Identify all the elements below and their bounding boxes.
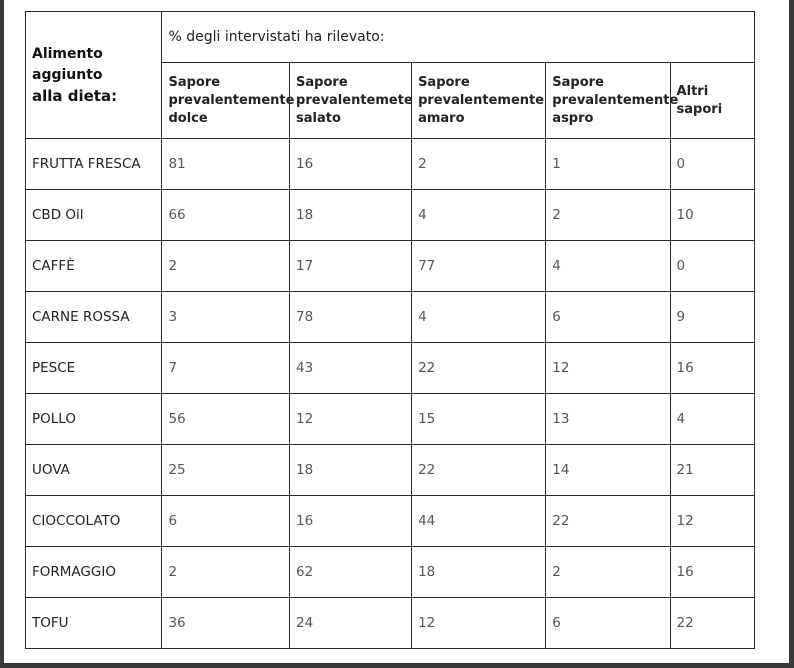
percentage-cell: 25 [162, 445, 290, 496]
column-header-line3: amaro [418, 110, 465, 126]
percentage-cell: 6 [546, 598, 670, 649]
taste-survey-table [25, 11, 755, 649]
percentage-cell: 16 [670, 343, 754, 394]
percentage-cell: 18 [290, 445, 412, 496]
food-name-cell: FRUTTA FRESCA [26, 139, 162, 190]
percentage-cell: 6 [162, 496, 290, 547]
percentage-cell: 36 [162, 598, 290, 649]
percentage-cell: 2 [412, 139, 546, 190]
percentage-cell: 18 [290, 190, 412, 241]
percentage-cell: 12 [670, 496, 754, 547]
percentage-caption: % degli intervistati ha rilevato: [162, 12, 755, 63]
percentage-cell: 43 [290, 343, 412, 394]
percentage-cell: 2 [162, 241, 290, 292]
percentage-cell: 13 [546, 394, 670, 445]
table-row [26, 190, 755, 241]
percentage-cell: 16 [670, 547, 754, 598]
percentage-cell: 78 [290, 292, 412, 343]
table-body [26, 139, 755, 649]
percentage-cell: 56 [162, 394, 290, 445]
percentage-cell: 0 [670, 139, 754, 190]
percentage-cell: 22 [412, 343, 546, 394]
column-header-line3: aspro [552, 110, 594, 126]
column-header-line2: prevalentemete [296, 92, 413, 108]
food-name-cell: CAFFÈ [26, 241, 162, 292]
table-row [26, 292, 755, 343]
food-header-line2: aggiunto [32, 66, 103, 83]
column-header-line2: sapori [676, 101, 723, 117]
percentage-cell: 2 [162, 547, 290, 598]
table-row [26, 598, 755, 649]
caption-row [26, 12, 755, 63]
column-header-line2: prevalentemente [552, 92, 679, 108]
table-row [26, 241, 755, 292]
food-header-line1: Alimento [32, 45, 103, 62]
percentage-cell: 2 [546, 547, 670, 598]
percentage-cell: 4 [412, 292, 546, 343]
column-header-line3: dolce [168, 110, 208, 126]
column-header-2 [290, 63, 412, 139]
percentage-cell: 12 [412, 598, 546, 649]
percentage-cell: 9 [670, 292, 754, 343]
percentage-cell: 18 [412, 547, 546, 598]
percentage-cell: 2 [546, 190, 670, 241]
percentage-cell: 81 [162, 139, 290, 190]
food-column-header [26, 12, 162, 139]
column-header-1 [162, 63, 295, 139]
column-header-line1: Sapore [168, 74, 221, 90]
column-header-line2: prevalentemente [418, 92, 545, 108]
percentage-cell: 4 [412, 190, 546, 241]
column-header-4 [546, 63, 679, 139]
food-name-cell: PESCE [26, 343, 162, 394]
window-edge-bottom [0, 663, 794, 668]
column-header-line1: Altri [676, 83, 709, 99]
percentage-cell: 24 [290, 598, 412, 649]
percentage-cell: 77 [412, 241, 546, 292]
percentage-cell: 17 [290, 241, 412, 292]
percentage-cell: 16 [290, 139, 412, 190]
table-row [26, 343, 755, 394]
column-header-line3: salato [296, 110, 341, 126]
percentage-cell: 21 [670, 445, 754, 496]
percentage-cell: 3 [162, 292, 290, 343]
food-name-cell: POLLO [26, 394, 162, 445]
window-edge-left [0, 0, 4, 668]
percentage-cell: 22 [412, 445, 546, 496]
food-name-cell: CBD Oil [26, 190, 162, 241]
table-row [26, 139, 755, 190]
percentage-cell: 22 [546, 496, 670, 547]
column-header-3 [412, 63, 546, 139]
percentage-cell: 44 [412, 496, 546, 547]
food-name-cell: CARNE ROSSA [26, 292, 162, 343]
table-row [26, 394, 755, 445]
table-row [26, 547, 755, 598]
food-name-cell: CIOCCOLATO [26, 496, 162, 547]
table-row [26, 445, 755, 496]
column-header-5 [670, 63, 754, 139]
percentage-cell: 7 [162, 343, 290, 394]
percentage-cell: 15 [412, 394, 546, 445]
percentage-cell: 4 [546, 241, 670, 292]
table-row [26, 496, 755, 547]
percentage-cell: 14 [546, 445, 670, 496]
window-edge-right [789, 0, 794, 668]
percentage-cell: 66 [162, 190, 290, 241]
food-name-cell: FORMAGGIO [26, 547, 162, 598]
column-header-line2: prevalentemente [168, 92, 295, 108]
percentage-cell: 22 [670, 598, 754, 649]
percentage-cell: 10 [670, 190, 754, 241]
food-header-line3: alla dieta: [32, 86, 118, 105]
percentage-cell: 6 [546, 292, 670, 343]
food-name-cell: UOVA [26, 445, 162, 496]
percentage-cell: 12 [546, 343, 670, 394]
percentage-cell: 62 [290, 547, 412, 598]
column-header-line1: Sapore [552, 74, 604, 90]
percentage-cell: 16 [290, 496, 412, 547]
column-header-line1: Sapore [418, 74, 470, 90]
column-header-line1: Sapore [296, 74, 348, 90]
percentage-cell: 1 [546, 139, 670, 190]
percentage-cell: 4 [670, 394, 754, 445]
food-name-cell: TOFU [26, 598, 162, 649]
percentage-cell: 12 [290, 394, 412, 445]
percentage-cell: 0 [670, 241, 754, 292]
